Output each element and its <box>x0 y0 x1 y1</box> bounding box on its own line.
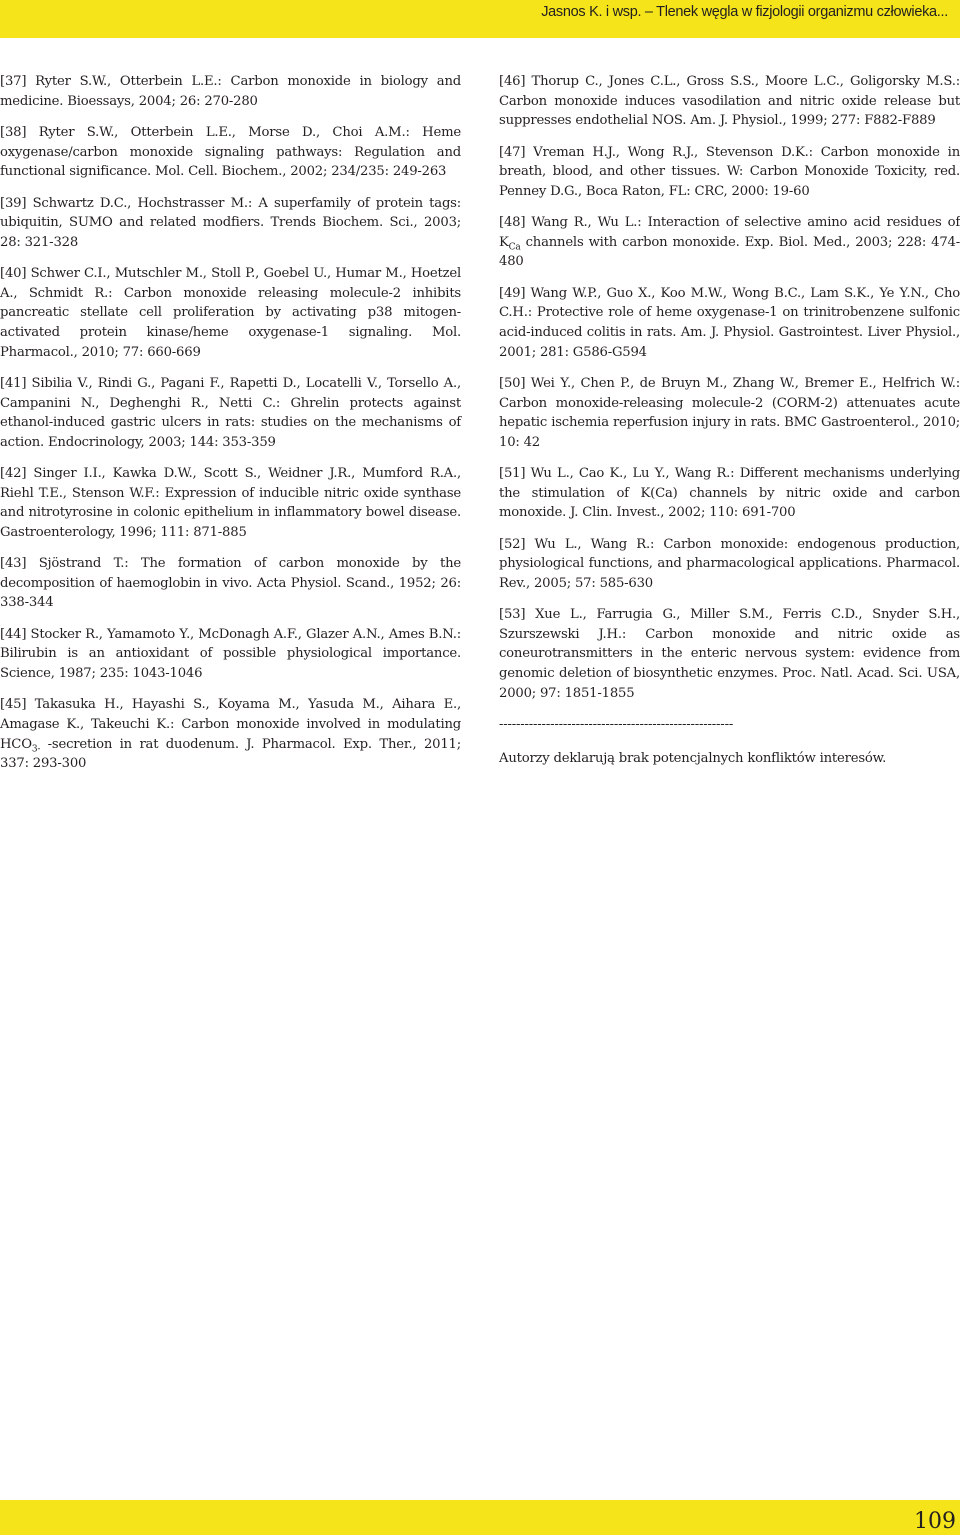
reference-item: [46] Thorup C., Jones C.L., Gross S.S., Moore L.C., Goligorsky M.S.: Carbon monoxide induces vasodilation and nitric oxide release but suppresses endothelial NOS. Am. J. Physiol., 1999; 277: F882-F889 <box>499 74 960 129</box>
reference-item: [52] Wu L., Wang R.: Carbon monoxide: endogenous production, physiological functions, and pharmacological applications. Pharmacol. Rev., 2005; 57: 585-630 <box>499 536 960 591</box>
reference-item: [38] Ryter S.W., Otterbein L.E., Morse D., Choi A.M.: Heme oxygenase/carbon monoxide signaling pathways: Regulation and functional significance. Mol. Cell. Biochem., 2002; 234/235: 249-263 <box>0 124 461 180</box>
reference-item: [45] Takasuka H., Hayashi S., Koyama M., Yasuda M., Aihara E., Amagase K., Takeuchi K.: Carbon monoxide involved in modulating $HCO_{3-}$ -secretion in rat duodenum. J. Pharmacol. Exp. Ther., 2011; 337: 293-300 <box>0 697 461 772</box>
reference-item: [43] Sjöstrand T.: The formation of carbon monoxide by the decomposition of haemoglobin in vivo. Acta Physiol. Scand., 1952; 26: 338-344 <box>0 556 461 611</box>
reference-item: [42] Singer I.I., Kawka D.W., Scott S., Weidner J.R., Mumford R.A., Riehl T.E., Stenson W.F.: Expression of inducible nitric oxide synthase and nitrotyrosine in colonic epithelium in inflammatory bowel disease. Gastroenterology, 1996; 111: 871-885 <box>0 466 461 540</box>
separator-line: ------------------------------------------------------- <box>499 717 734 732</box>
reference-item: [39] Schwartz D.C., Hochstrasser M.: A superfamily of protein tags: ubiquitin, SUMO and related modfiers. Trends Biochem. Sci., 2003; 28: 321-328 <box>0 195 461 250</box>
reference-item: [51] Wu L., Cao K., Lu Y., Wang R.: Different mechanisms underlying the stimulation of K(Ca) channels by nitric oxide and carbon monoxide. J. Clin. Invest., 2002; 110: 691-700 <box>499 466 960 521</box>
page-number: 109 <box>914 1509 956 1534</box>
reference-item: [44] Stocker R., Yamamoto Y., McDonagh A.F., Glazer A.N., Ames B.N.: Bilirubin is an antioxidant of possible physiological importance. Science, 1987; 235: 1043-1046 <box>0 626 461 682</box>
references-left-column <box>0 72 461 786</box>
running-title: Jasnos K. i wsp. – Tlenek węgla w fizjologii organizmu człowieka... <box>541 4 948 20</box>
conflict-of-interest-declaration: Autorzy deklarują brak potencjalnych konfliktów interesów. <box>499 750 887 766</box>
reference-item: [40] Schwer C.I., Mutschler M., Stoll P., Goebel U., Humar M., Hoetzel A., Schmidt R.: Carbon monoxide releasing molecule-2 inhibits pancreatic stellate cell proliferation by activating p38 mitogen-activated protein kinase/heme oxygenase-1 signaling. Mol. Pharmacol., 2010; 77: 660-669 <box>0 266 461 360</box>
footer-bar <box>0 1500 960 1535</box>
reference-item: [47] Vreman H.J., Wong R.J., Stevenson D.K.: Carbon monoxide in breath, blood, and other tissues. W: Carbon Monoxide Toxicity, red. Penney D.G., Boca Raton, FL: CRC, 2000: 19-60 <box>499 144 960 199</box>
reference-item: [53] Xue L., Farrugia G., Miller S.M., Ferris C.D., Snyder S.H., Szurszewski J.H.: Carbon monoxide and nitric oxide as coneurotransmitters in the enteric nervous system: evidence from genomic deletion of biosynthetic enzymes. Proc. Natl. Acad. Sci. USA, 2000; 97: 1851-1855 <box>499 607 960 701</box>
reference-item: [50] Wei Y., Chen P., de Bruyn M., Zhang W., Bremer E., Helfrich W.: Carbon monoxide-releasing molecule-2 (CORM-2) attenuates acute hepatic ischemia reperfusion injury in rats. BMC Gastroenterol., 2010; 10: 42 <box>499 375 960 450</box>
reference-item: [49] Wang W.P., Guo X., Koo M.W., Wong B.C., Lam S.K., Ye Y.N., Cho C.H.: Protective role of heme oxygenase-1 on trinitrobenzene sulfonic acid-induced colitis in rats. Am. J. Physiol. Gastrointest. Liver Physiol., 2001; 281: G586-G594 <box>499 285 960 360</box>
reference-item: [41] Sibilia V., Rindi G., Pagani F., Rapetti D., Locatelli V., Torsello A., Campanini N., Deghenghi R., Netti C.: Ghrelin protects against ethanol-induced gastric ulcers in rats: studies on the mechanisms of action. Endocrinology, 2003; 144: 353-359 <box>0 375 461 450</box>
references-right-column <box>499 72 960 768</box>
reference-item: [37] Ryter S.W., Otterbein L.E.: Carbon monoxide in biology and medicine. Bioessays, 2004; 26: 270-280 <box>0 74 461 109</box>
reference-item: [48] Wang R., Wu L.: Interaction of selective amino acid residues of $K_{Ca}$ channels with carbon monoxide. Exp. Biol. Med., 2003; 228: 474-480 <box>499 215 960 270</box>
